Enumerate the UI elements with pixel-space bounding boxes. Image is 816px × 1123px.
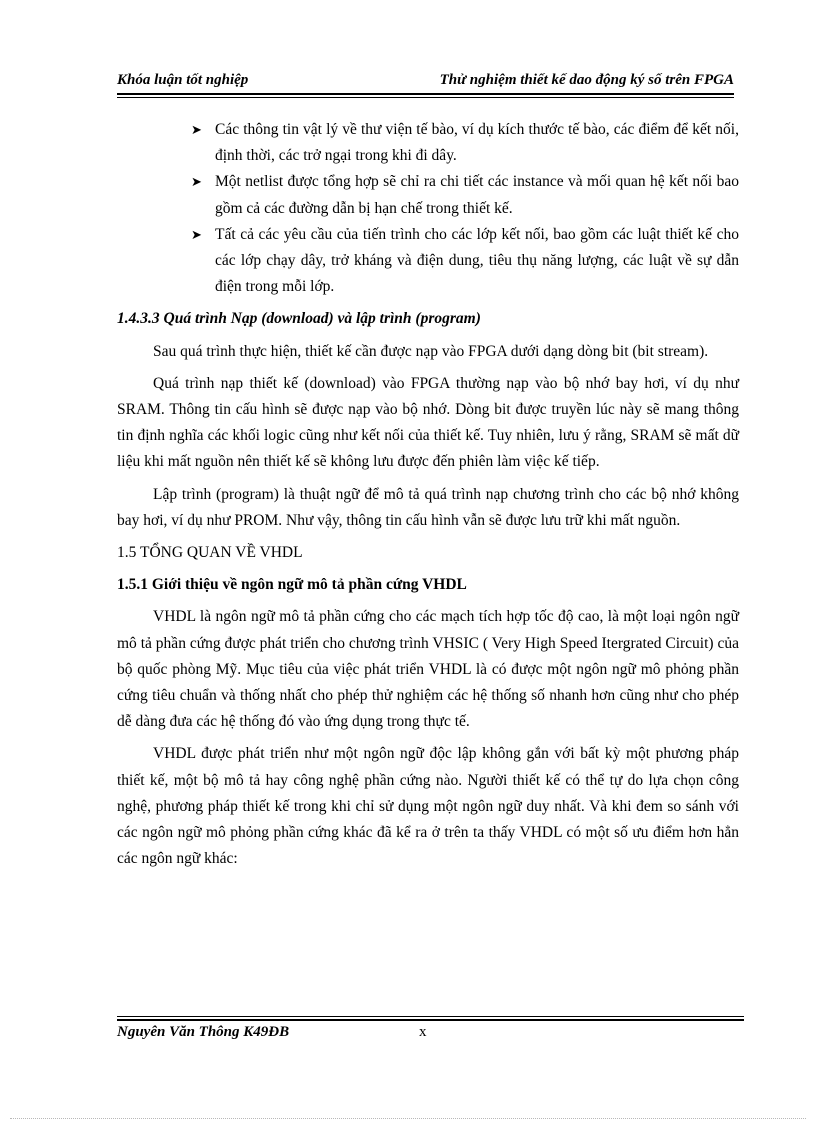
paragraph: VHDL là ngôn ngữ mô tả phần cứng cho các mạch tích hợp tốc độ cao, là một loại ngôn ngữ mô tả phần cứng được phát triển cho chương trình VHSIC ( Very High Speed Itergrated Circuit) của bộ quốc phòng Mỹ. Mục tiêu của việc phát triển VHDL là có được một ngôn ngữ mô phỏng phần cứng tiêu chuẩn và thống nhất cho phép thử nghiệm các hệ thống số nhanh hơn cũng như cho phép dễ dàng đưa các hệ thống đó vào ứng dụng trong thực tế. [117,608,739,731]
header-thesis-title: Thử nghiệm thiết kế dao động ký số trên FPGA [439,72,734,88]
arrowhead-bullet-icon: ➤ [191,122,202,137]
header-thesis-label: Khóa luận tốt nghiệp [117,72,249,88]
paragraph: Sau quá trình thực hiện, thiết kế cần được nạp vào FPGA dưới dạng dòng bit (bit stream). [153,342,709,360]
footer-rule-thin [117,1016,744,1017]
bullet-item [117,169,739,221]
bullet-text: Các thông tin vật lý về thư viện tế bào, ví dụ kích thước tế bào, các điểm để kết nối, định thời, các trở ngại trong khi đi dây. [215,121,739,165]
page-number: x [419,1024,427,1040]
paragraph: Lập trình (program) là thuật ngữ để mô tả quá trình nạp chương trình cho các bộ nhớ không bay hơi, ví dụ như PROM. Như vậy, thông tin cấu hình vẫn sẽ được lưu trữ khi mất nguồn. [117,485,739,529]
page-header [117,72,734,94]
arrowhead-bullet-icon: ➤ [191,226,202,242]
bullet-text: Một netlist được tổng hợp sẽ chỉ ra chi tiết các instance và mối quan hệ kết nối bao gồm cả các đường dẫn bị hạn chế trong thiết kế. [215,173,739,217]
footer-author: Nguyên Văn Thông K49ĐB [117,1024,290,1040]
section-heading-15: 1.5 TỔNG QUAN VỀ VHDL [117,544,303,562]
subsection-heading-1433: 1.4.3.3 Quá trình Nạp (download) và lập trình (program) [117,310,481,328]
subsection-heading-151: 1.5.1 Giới thiệu về ngôn ngữ mô tả phần cứng VHDL [117,576,467,594]
page-body [117,117,739,872]
footer-rule-thick [117,1019,744,1021]
bullet-text: Tất cả các yêu cầu của tiến trình cho các lớp kết nối, bao gồm các luật thiết kế cho các lớp chạy dây, trở kháng và điện dung, tiêu thụ năng lượng, các luật về sự dẫn điện trong mỗi lớp. [215,225,739,296]
arrowhead-bullet-icon: ➤ [191,174,202,190]
bullet-item [117,222,739,301]
paragraph: Quá trình nạp thiết kế (download) vào FPGA thường nạp vào bộ nhớ bay hơi, ví dụ như SRAM. Thông tin cấu hình sẽ được nạp vào bộ nhớ. Dòng bit được truyền lúc này sẽ mang thông tin định nghĩa các khối logic cũng như kết nối của thiết kế. Tuy nhiên, lưu ý rằng, SRAM sẽ mất dữ liệu khi mất nguồn nên thiết kế sẽ không lưu được đến phiên làm việc kế tiếp. [117,374,739,471]
bullet-item [117,117,739,169]
header-rule-thin [117,97,734,98]
page-bottom-border [10,1118,806,1119]
page-footer [117,1024,744,1044]
paragraph: VHDL được phát triển như một ngôn ngữ độc lập không gắn với bất kỳ một phương pháp thiết kế, một bộ mô tả hay công nghệ phần cứng nào. Người thiết kế có thể tự do lựa chọn công nghệ, phương pháp thiết kế trong khi chỉ sử dụng một ngôn ngữ duy nhất. Và khi đem so sánh với các ngôn ngữ mô phỏng phần cứng khác đã kể ra ở trên ta thấy VHDL có một số ưu điểm hơn hẳn các ngôn ngữ khác: [117,745,739,868]
header-rule-thick [117,93,734,95]
